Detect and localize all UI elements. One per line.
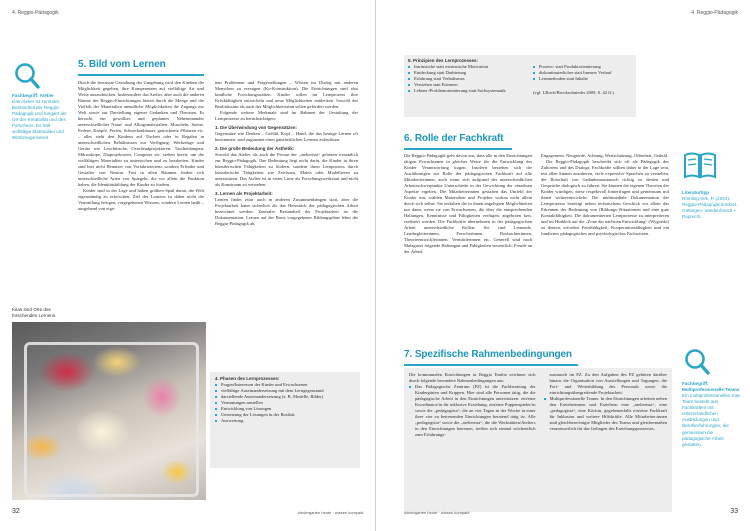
sidebar-text: Das Atelier ist zentraler Bestandteil der Reggio-Pädagogik und fungiert als Ort der Kreativität und des Forschens. Es hält vielfältige Materialien und Werkzeuge bereit. (12, 99, 67, 141)
list-item: darstellende Auseinandersetzung (z. B. Modelle, Bilder) (215, 394, 355, 400)
paragraph: Die Reggio-Pädagogik geht davon aus, dass alle in den Einrichtungen tätigen Erwachsenen in gleicher Weise für die Entwicklung der Kinder Verantwortung tragen. Insofern beziehen sich die Ausführungen zur Rolle der pädagogischen Fachkraft auf alle Mitarbeiterinnen, auch wenn sich aufgrund der unterschiedlichen Arbeitsschwerpunkte Unterschiede in der Gewichtung der einzelnen Aspekte ergeben. Die Mitarbeiterinnen gestalten das Umfeld der Kinder mit, wählen Materialien und Projekte wirken nicht allein durch sich selbst. Sie entfalten die in ihnen angelegten Möglichkeiten nur dann, wenn sie von Erwachsenen, die über die entsprechenden Haltungen, Kenntnisse und Fähigkeiten verfügen, angeboten bzw. realisiert werden. Die Fachkräfte übernehmen in der pädagogischen Arbeit unterschiedliche Rollen: Sie sind Lernende, Lernbegleiterinnen, Forscherinnen, Beobachterinnen, Theorieentwicklerinnen, Vermittlerinnen etc. Generell sind nach Malaguzzi folgende Haltungen und Fähigkeiten wesentlich: Freude an der Arbeit, (404, 153, 532, 254)
phases-box (210, 372, 360, 468)
list-item: Vermutungen anstellen (215, 400, 355, 406)
list-item: vielfältige Auseinandersetzung mit dem Lerngegenstand (215, 388, 355, 394)
body-col-2 (215, 80, 358, 360)
item-head: 1. Die Überwindung von Gegensätzen: (215, 125, 298, 130)
running-head-left: 4. Reggio-Pädagogik (12, 10, 59, 16)
item-text: Gegensätze wie Denken – Gefühl, Kopf – Hand, die das heutige Lernen oft bestimmen, sind zugunsten eines ganzheitlichen Lernens aufzulösen. (215, 130, 358, 142)
section-title-rahmenbedingungen: 7. Spezifische Rahmenbedingungen (404, 349, 572, 360)
list-item: Intrinsische statt extrinsische Motivation (408, 64, 527, 70)
page-number-left: 32 (12, 508, 20, 515)
paragraph: Die Reggio-Pädagogik beschreibt sich oft als Pädagogik des Zuhörens und des Dialogs. Fachkräfte sollten daher in der Lage sein, mit allen Sinnen zuzuhören, viele expressive Sprachen zu verstehen, die Botschaft von Gedankenaustausch richtig zu deuten und Gespräche dialogisch zu führen. Sie können die eigenen Theorien der Kinder würdigen, diese respektvoll hinterfragen und gemeinsam mit ihnen weiterentwickeln. Die multimediale Dokumentation der Lernprozesse benötigt neben technischem Geschick vor allem das Erkennen der Bedeutung von (Bildungs-)Situationen und eine gute Kontaktfähigkeit. Die dokumentierten Lernprozesse zu interpretieren und im Hinblick auf die „Zone der nächsten Entwicklung“ (Wygotski) zu deuten, erfordert Feinfühligkeit, Kooperationsfähigkeit und ein fundiertes pädagogisches und psychologisches Fachwissen. (541, 159, 669, 236)
literaturtipp (682, 190, 740, 220)
section-title-bild-vom-lernen: 5. Bild vom Lernen (78, 59, 166, 70)
list-item: Entdeckung statt Darbietung (408, 70, 527, 76)
item-text: Lernen findet zwar auch in anderen Zusammenhängen statt, aber die Projektarbeit kann sicherlich als das Herzstück der pädagogischen Arbeit bezeichnet werden. Zentraler Bestandteil der Projektarbeit ist die Dokumentation. Lernen auf der Basis vorgegebener Bildungspläne lehnt die Reggio-Pädagogik ab. (215, 196, 358, 226)
section-title-rolle-der-fachkraft: 6. Rolle der Fachkraft (404, 133, 504, 144)
page-number-right: 33 (730, 508, 738, 515)
list-item: Lernmethoden statt Inhalte (533, 76, 632, 82)
paint-tray (24, 342, 199, 497)
paragraph: Die kommunalen Einrichtungen in Reggio Emilia zeichnen sich durch folgende besondere Rahmenbedingungen aus: (409, 372, 536, 383)
sidebar-title: Fachbegriff: Multiprofessionelle Teams (682, 381, 740, 393)
sidebar-fachbegriff-atelier (12, 93, 68, 142)
paragraph: Folgende weitere Merkmale sind im Rahmen der Gestaltung der Lernprozesse zu berücksichtigen: (215, 110, 358, 121)
list-item: Entwicklung von Lösungen (215, 406, 355, 412)
item-text: Sowohl das Atelier als auch die Person der „atelierista“ gehören wesentlich zur Reggio-Pädagogik. Ihre Bedeutung liegt nicht darin, die Kinder in ihren künstlerischen Fähigkeiten zu fördern, sondern ihren Lernprozess durch künstlerische Tätigkeiten wie Zeichnen, Malen oder Modellieren zu unterstützen. Das Atelier ist in erster Linie als Forschungswerkstatt und nicht als Kunstraum zu verstehen. (215, 151, 358, 187)
sidebar-text: Ein multiprofessionelles Kita-Team besteht aus Fachkräften mit unterschiedlichen Ausbildungen und Berufserfahrungen, die gemeinsam die pädagogische Arbeit gestalten. (682, 393, 741, 447)
list-item: Lebens-/Problemorientierung statt Sachsystematik (408, 88, 527, 94)
list-item: Das Pädagogische Zentrum (PZ) ist die Fachberatung der Kindergärten und Krippen. Hier sind alle Personen tätig, die die pädagogische Arbeit in den Einrichtungen unterstützen: ein/eine Koordinator/in für inklusive Erziehung, ein/eine Puppenspieler/in sowie die „pedagogista“, die an vier Tagen in der Woche in einer ihrer vier zu betreuenden Einrichtungen beratend tätig ist. Alle „pedagogista“ sowie die „atelierista“, die die Werkstätten/Ateliers in den Einrichtungen betreuen, treffen sich einmal wöchentlich zum Erfahrungs- (409, 384, 536, 438)
list-item: Auswertung (215, 418, 355, 424)
citation: (vgl. Ullrich/Brockschnieder 2009, S. 42 ff.) (532, 89, 614, 95)
right-page (375, 0, 750, 531)
magnifier-icon (12, 62, 42, 90)
rahmen-box (404, 368, 672, 512)
list-item: Verstehen statt Erinnern (408, 82, 527, 88)
phases-head: 4. Phasen des Lernprozesses: (215, 376, 280, 381)
item-head: 3. Lernen als Projektarbeit: (215, 190, 273, 196)
magnifier-icon (682, 348, 712, 376)
literaturtipp-text: Römling-Irek, P. (2024): Reggio-Pädagogik konkret. Göttingen: Vandenhoeck + Ruprecht. (682, 196, 738, 220)
paragraph: nen Problemen und Fragestellungen – Wissen im Dialog mit anderen Menschen zu erzeugen (Ko-Konstruktion). Die Einrichtungen sind also kindliche Forschungsstätten. Kinder sollen im Lernprozess ihre Kritikfähigkeit entwickeln und neue Möglichkeiten entdecken. Sowohl der Realitätssinn als auch der Möglichkeitssinn sollen gefördert werden. (215, 80, 358, 109)
paragraph: austausch im PZ. Zu den Aufgaben des PZ gehören darüber hinaus die Organisation von Ausstellungen und Tagungen, die Fort- und Weiterbildung des Personals sowie die einrichtungsübergreifende Projektarbeit. (549, 372, 667, 395)
footer-left: kindergarten heute · wissen kompakt (298, 510, 364, 515)
paragraph: Kinder sind in der Lage und haben größten Spaß daran, die Welt eigenständig zu erforschen. Ziel des Lernens ist daher nicht die Vermittlung fertigen, vorgegebenen Wissens, sondern Lernen heißt – ausgehend von eige- (78, 188, 204, 211)
rahmen-list-2 (544, 396, 668, 432)
paragraph: Durch die bewusste Gestaltung der Umgebung wird den Kindern die Möglichkeit gegeben, ihre Kompetenzen auf vielfältige Art und Weise auszudrücken. Insbesondere das Atelier, aber auch die anderen Räume der Reggio-Einrichtungen bieten durch die Menge und die Vielfalt der Materialien unendliche Möglichkeiten die Zugangs zur Welt sowie zur Darstellung eigener Gedanken und Theorien. Es herrscht ein gewolltes und geplantes Nebeneinander unterschiedlicher Natur- und Alltagsmaterialien: Muscheln, Steine, Federn, Knöpfe, Perlen, Schneckenhäuser, getrocknete Pflanzen etc. – alles steht den Kindern auf Tischen oder in Regalen in unterschiedlichen Behältnissen zur Verfügung. Werkzeuge und Geräte wie Leuchttische, Overheadprojektoren, Taschenlampen, Mikroskope, Diaprojektoren, Computer etc. stehen bereit, um die vielfältigen Materialien zu untersuchen und zu bearbeiten. Kinder sind hier nicht Benutzer von Vorfabriziertem, sondern Erfinder und Gestalter von Neuem. Fast in allen Räumen finden sich unterschiedliche Arten von Spiegeln, die vor allem die Funktion haben, die Identitätsbildung der Kinder zu fördern. (78, 80, 204, 187)
rahmen-col-1 (409, 372, 536, 508)
title-underline (404, 148, 512, 150)
title-underline (404, 364, 578, 366)
footer-right: kindergarten heute · wissen kompakt (404, 510, 470, 515)
paragraph: Engagement, Neugierde, Achtung, Wertschätzung, Offenheit, Geduld. (541, 153, 669, 158)
sidebar-title: Fachbegriff: Atelier (12, 93, 54, 98)
list-item: diskontinuierlicher statt linearer Verlauf (533, 70, 632, 76)
principles-head: 5. Prinzipien des Lernprozesses: (408, 58, 479, 63)
children-art-photo (12, 322, 206, 500)
list-item: Erfahrung statt Verbalismus (408, 76, 527, 82)
rahmen-list (409, 384, 536, 438)
rahmen-col-2 (544, 372, 668, 508)
principles-list-left (408, 64, 527, 96)
literaturtipp-title: Literaturtipp (682, 190, 710, 195)
running-head-right: 4. Reggio-Pädagogik (691, 10, 738, 16)
list-item: Prozess- statt Produktorientierung (533, 64, 632, 70)
principles-list-right (533, 64, 632, 82)
item-head: 2. Die große Bedeutung der Ästhetik: (215, 145, 295, 151)
list-item: Multiprofessionelle Teams: In den Einrichtungen arbeiten neben den Erzieherinnen und Erziehern eine „atelierista“, eine „pedagogista“, eine Köchin, gegebenenfalls ein/eine Fachkraft für Inklusion und weitere Hilfskräfte. Alle Mitarbeiter:innen sind gleichberechtigte Mitglieder des Teams und gleichermaßen verantwortlich für das Gelingen des Erziehungsprozesses. (544, 396, 668, 432)
list-item: Umsetzung der Lösungen in der Realität (215, 412, 355, 418)
phases-list (215, 382, 355, 424)
title-underline (78, 74, 204, 76)
principles-right-col (533, 64, 632, 96)
book-icon (682, 150, 718, 180)
body-col-1 (78, 80, 204, 312)
principles-columns (408, 64, 632, 96)
photo-caption: Kitas sind Orte des forschenden Lernens. (12, 307, 57, 318)
fachkraft-col-2 (541, 153, 669, 328)
sidebar-fachbegriff-teams (682, 381, 742, 448)
fachkraft-col-1 (404, 153, 532, 331)
list-item: Fragen/Interessen der Kinder und Erwachsenen (215, 382, 355, 388)
principles-box (404, 55, 636, 117)
